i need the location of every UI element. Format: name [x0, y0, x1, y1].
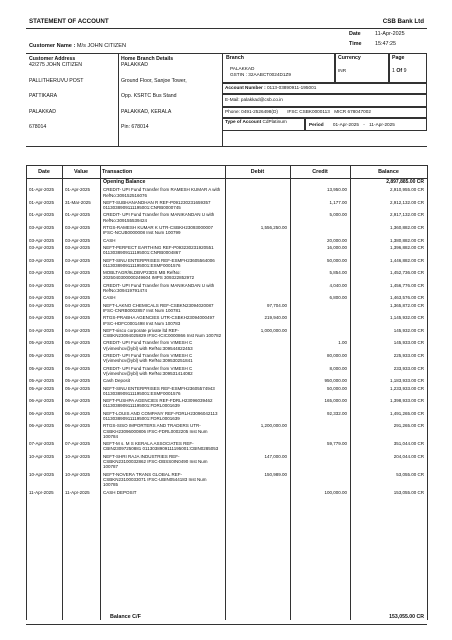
page-total: 9 — [403, 68, 407, 74]
table-row — [26, 327, 427, 340]
row-credit — [290, 327, 350, 340]
table-row — [26, 440, 427, 453]
row-date: 04-Apr-2025 — [29, 302, 55, 308]
row-date: 03-Apr-2025 — [29, 244, 55, 250]
row-description: RTGS-RAMESH KUMAR K UTR-CSBKH23093000007 IFSC-NCUB0000008 Inst Num 100799 — [103, 225, 213, 236]
home-branch-line-2: Ground Floor, Sanjoe Tower, — [121, 77, 187, 84]
row-value-date: 10-Apr-2025 — [65, 471, 91, 477]
branch-title: Branch — [226, 55, 244, 61]
home-branch-line-4: PALAKKAD, KERALA — [121, 108, 172, 115]
row-description: MOBLTAGR/9LDBVP23DS MB RefNo: 2025040300000249604 IMPS 309322852972 — [103, 270, 195, 281]
row-debit — [225, 440, 290, 453]
row-value-date: 06-Apr-2025 — [65, 398, 91, 404]
account-type-label: Type of Account — [225, 119, 262, 124]
row-description: NEFT-SUBHANANDHAN R REF-P091230231659357 0113038909111195001:CNRB0000745 — [103, 199, 211, 211]
info-divider-1 — [118, 53, 119, 146]
row-value-date: 05-Apr-2025 — [65, 340, 91, 346]
table-row — [26, 237, 427, 244]
row-debit — [225, 244, 290, 257]
table-row — [26, 339, 427, 352]
address-line-4: PALAKKAD — [29, 108, 57, 115]
row-credit: 13,950.00 — [326, 187, 347, 193]
customer-name-value: M/s JOHN CITIZEN — [76, 43, 126, 49]
row-credit: 59,779.00 — [326, 441, 347, 447]
home-branch-block — [121, 56, 221, 130]
row-date: 04-Apr-2025 — [29, 315, 55, 321]
row-credit: 5,000.00 — [329, 212, 347, 218]
address-line-2: PALLITHERUVU POST — [29, 77, 84, 84]
row-value-date: 01-Apr-2025 — [65, 212, 91, 218]
row-credit: 50,000.00 — [326, 257, 347, 263]
customer-address-title: Customer Address — [29, 56, 76, 62]
branch-name: PALAKKAD — [230, 66, 255, 71]
row-credit — [290, 224, 350, 237]
row-date: 05-Apr-2025 — [29, 378, 55, 384]
table-bottom-rule — [26, 624, 427, 625]
row-value-date: 06-Apr-2025 — [65, 423, 91, 429]
row-debit — [225, 397, 290, 410]
row-description: NEFT-sisco corporate private ltd REF-CSBKN23094025829 IFSC-ICIC0000866 Inst Num 100782 — [103, 327, 222, 339]
row-balance: 1,452,736.00 CR — [389, 270, 424, 276]
currency-label: Currency — [338, 55, 361, 61]
date-value: 11-Apr-2025 — [375, 31, 405, 37]
row-credit: 6,800.00 — [329, 295, 347, 301]
branch-ifsc: IFSC CSBK0000113 — [287, 109, 330, 114]
row-debit — [225, 294, 290, 301]
row-description: CREDIT- UPI Fund Transfer from MANIKANDAN U with RefNo:309155539424 — [103, 212, 215, 223]
table-row — [26, 211, 427, 224]
row-debit: 219,940.00 — [264, 315, 287, 321]
col-header-balance: Balance — [350, 166, 427, 179]
row-balance: 351,044.00 CR — [393, 441, 424, 447]
row-date: 11-Apr-2025 — [29, 489, 54, 495]
row-credit: 50,000.00 — [326, 385, 347, 391]
row-balance: 1,396,882.00 CR — [389, 244, 424, 250]
customer-name — [29, 43, 126, 49]
row-value-date: 05-Apr-2025 — [65, 365, 91, 371]
row-credit: 100,000.00 — [324, 489, 347, 495]
col-header-transaction: Transaction — [100, 166, 225, 179]
opening-balance-value: 2,897,885.00 CR — [386, 179, 424, 185]
row-credit: 5,854.00 — [329, 270, 347, 276]
account-number-label: Account Number : — [225, 85, 266, 90]
row-date: 01-Apr-2025 — [29, 199, 55, 205]
row-balance: 1,398,933.00 CR — [389, 398, 424, 404]
row-description: CASH — [103, 237, 116, 243]
page-number: 1 — [392, 68, 395, 74]
row-value-date: 05-Apr-2025 — [65, 353, 91, 359]
row-description: NEFT-SINU ENTERPRISES REF-ESMFH23605574943 0113038909111195001:ESMF0001576 — [103, 385, 215, 396]
row-debit — [225, 377, 290, 384]
row-description: NEFT-LOUIS AND COMPANY REF-FDRLH23096042113 0113038909111195001:FDRL0001639 — [103, 410, 218, 421]
row-date: 04-Apr-2025 — [29, 295, 55, 301]
row-date: 05-Apr-2025 — [29, 365, 55, 371]
row-credit — [290, 453, 350, 471]
row-credit: 1,177.00 — [329, 199, 347, 205]
row-value-date: 10-Apr-2025 — [65, 453, 91, 459]
page-label: Page — [392, 55, 405, 61]
row-debit — [225, 352, 290, 365]
row-date: 06-Apr-2025 — [29, 398, 55, 404]
row-value-date: 04-Apr-2025 — [65, 295, 91, 301]
row-debit — [225, 186, 290, 199]
table-header-row — [26, 166, 427, 179]
row-credit: 20,000.00 — [326, 237, 347, 243]
home-branch-line-3: Opp. KSRTC Bus Stand — [121, 93, 177, 100]
row-credit: 950,000.00 — [324, 378, 347, 384]
row-debit — [225, 269, 290, 282]
row-credit — [290, 471, 350, 489]
row-date: 03-Apr-2025 — [29, 257, 55, 263]
row-description: NEFT-LAKNO CHEMICALS REF-CSBKN23094020087 IFSC-CNRB0002857 Inst Num 100781 — [103, 302, 214, 313]
header-rule — [26, 28, 427, 29]
row-credit — [290, 422, 350, 440]
row-date: 07-Apr-2025 — [29, 441, 55, 447]
row-debit: 1,556,250.00 — [260, 225, 287, 231]
row-debit — [225, 339, 290, 352]
row-balance: 1,183,933.00 CR — [389, 378, 424, 384]
row-balance: 2,910,955.00 CR — [389, 187, 424, 193]
col-header-date: Date — [26, 166, 62, 179]
row-value-date: 03-Apr-2025 — [65, 237, 91, 243]
row-credit: 1.00 — [338, 340, 347, 346]
row-credit: 80,000.00 — [326, 353, 347, 359]
row-balance: 145,932.00 CR — [393, 327, 424, 333]
page-indicator — [392, 68, 406, 74]
row-value-date: 11-Apr-2025 — [65, 489, 90, 495]
row-description: Cash Deposit — [103, 378, 131, 384]
table-row — [26, 282, 427, 295]
row-credit — [290, 314, 350, 327]
row-debit — [225, 257, 290, 270]
row-date: 03-Apr-2025 — [29, 225, 55, 231]
customer-address-block — [29, 56, 117, 130]
time-value: 15:47:25 — [375, 41, 396, 47]
row-debit — [225, 385, 290, 398]
row-credit — [290, 302, 350, 315]
row-debit — [225, 199, 290, 212]
period-label: Period — [309, 122, 324, 127]
table-row — [26, 199, 427, 212]
row-debit — [225, 211, 290, 224]
table-row — [26, 244, 427, 257]
row-description: CREDIT- UPI Fund Transfer from VIMESH C V(vimeshcv@ybl) with RefNo:309531414082 — [103, 365, 193, 376]
table-row — [26, 385, 427, 398]
table-row — [26, 269, 427, 282]
row-date: 06-Apr-2025 — [29, 410, 55, 416]
row-balance: 1,365,872.00 CR — [389, 302, 424, 308]
table-row — [26, 186, 427, 199]
home-branch-title: Home Branch Details — [121, 56, 174, 62]
row-balance: 233,933.00 CR — [393, 365, 424, 371]
row-description: CREDIT- UPI Fund Transfer from VIMESH C V(vimeshcv@ybl) with RefNo:309544822453 — [103, 340, 193, 351]
row-value-date: 06-Apr-2025 — [65, 410, 91, 416]
row-date: 03-Apr-2025 — [29, 270, 55, 276]
row-debit — [225, 410, 290, 423]
row-date: 05-Apr-2025 — [29, 340, 55, 346]
row-balance: 153,055.00 CR — [393, 489, 424, 495]
branch-gstin: GSTIN : 32AABCT0024D1Z9 — [230, 72, 291, 77]
period-dash: - — [363, 122, 365, 127]
table-row — [26, 352, 427, 365]
currency-value: INR — [338, 68, 347, 73]
row-date: 05-Apr-2025 — [29, 353, 55, 359]
period-to: 11-Apr-2025 — [369, 122, 395, 127]
row-debit: 150,989.00 — [264, 471, 287, 477]
row-date: 06-Apr-2025 — [29, 423, 55, 429]
row-balance: 1,380,882.00 CR — [389, 237, 424, 243]
row-date: 03-Apr-2025 — [29, 237, 55, 243]
col-header-value: Value — [62, 166, 100, 179]
closing-balance-value: 153,055.00 CR — [389, 614, 424, 620]
row-description: CREDIT- UPI Fund Transfer from RAMESH KUMAR A with RefNo:309152516076 — [103, 187, 221, 198]
row-value-date: 07-Apr-2025 — [65, 441, 91, 447]
table-row — [26, 377, 427, 384]
row-description: CREDIT- UPI Fund Transfer from MANIKANDAN U with RefNo:309419791474 — [103, 282, 215, 294]
row-value-date: 05-Apr-2025 — [65, 378, 91, 384]
row-balance: 204,044.00 CR — [393, 453, 424, 459]
row-debit: 1,000,000.00 — [260, 327, 287, 333]
branch-contact — [225, 109, 425, 115]
row-debit: 1,200,000.00 — [260, 423, 287, 429]
date-label: Date — [349, 31, 361, 37]
branch-email: E-Mail: palakkad@csb.co.in — [225, 97, 283, 102]
row-balance: 1,446,882.00 CR — [389, 257, 424, 263]
table-row — [26, 489, 427, 496]
row-balance: 1,491,265.00 CR — [389, 410, 424, 416]
row-value-date: 03-Apr-2025 — [65, 244, 91, 250]
branch-micr: MICR 678047002 — [334, 109, 371, 114]
col-header-credit: Credit — [290, 166, 350, 179]
table-row — [26, 257, 427, 270]
info-bottom-rule — [26, 146, 427, 147]
row-description: RTGS-PRABHA AGENCIES UTR-CSBKH23094000497 IFSC-HDFC0001498 Inst Num 100783 — [103, 315, 215, 326]
account-number-value: 0113-03890911-195001 — [266, 85, 317, 90]
row-date: 04-Apr-2025 — [29, 282, 55, 288]
row-description: NEFT-PUSHPA AGENCIES REF-FDRLH23096039462 0113038909111195001:FDRL0001639 — [103, 398, 213, 409]
row-balance: 1,233,933.00 CR — [389, 385, 424, 391]
address-line-5: 678014 — [29, 124, 47, 131]
row-balance: 145,933.00 CR — [393, 340, 424, 346]
row-credit: 8,000.00 — [329, 365, 347, 371]
home-branch-line-5: Pin: 678014 — [121, 124, 149, 131]
branch-phone: Phone: 0491-2526498(D) — [225, 109, 278, 114]
row-value-date: 03-Apr-2025 — [65, 257, 91, 263]
row-description: NEFT-SINU ENTERPRISES REF-ESMFH23605564006 0113038909111195001:ESMF0001576 — [103, 257, 215, 268]
row-description: NEFT-PERFECT EARTHING REF-P093230231920551 0113038909111195001:CNRB0004867 — [103, 244, 214, 256]
row-debit — [225, 282, 290, 295]
address-line-3: PATTIKARA — [29, 93, 58, 100]
row-credit: 165,000.00 — [324, 398, 347, 404]
statement-title: STATEMENT OF ACCOUNT — [29, 18, 109, 25]
opening-balance-label: Opening Balance — [103, 179, 146, 185]
table-row — [26, 294, 427, 301]
row-description: NEFT-NOVERA TRANS GLOBAL REF-CSBKN23100033071 IFSC-UBIN0544183 Inst Num 100785 — [103, 471, 207, 488]
row-balance: 1,145,932.00 CR — [389, 315, 424, 321]
row-value-date: 03-Apr-2025 — [65, 270, 91, 276]
row-value-date: 03-Apr-2025 — [65, 225, 91, 231]
row-date: 10-Apr-2025 — [29, 453, 55, 459]
row-description: CASH DEPOSIT — [103, 489, 137, 495]
table-row — [26, 314, 427, 327]
row-value-date: 31-Mar-2025 — [65, 199, 91, 205]
row-description: RTGS-SISO IMPORTERS AND TRADERS UTR-CSBKH23096000806 IFSC-FDRL0002205 Inst Num 100784 — [103, 423, 208, 439]
customer-name-label: Customer Name : — [29, 43, 76, 49]
table-row — [26, 453, 427, 471]
row-date: 10-Apr-2025 — [29, 471, 55, 477]
row-debit — [225, 489, 290, 496]
row-debit — [225, 237, 290, 244]
row-date: 05-Apr-2025 — [29, 385, 55, 391]
row-date: 01-Apr-2025 — [29, 212, 55, 218]
table-row — [26, 224, 427, 237]
row-date: 01-Apr-2025 — [29, 187, 55, 193]
table-row — [26, 397, 427, 410]
col-line-6 — [427, 165, 428, 620]
row-balance: 225,933.00 CR — [393, 353, 424, 359]
table-row — [26, 302, 427, 315]
statement-period — [309, 122, 395, 128]
row-value-date: 01-Apr-2025 — [65, 187, 91, 193]
account-number — [225, 85, 316, 91]
row-value-date: 04-Apr-2025 — [65, 315, 91, 321]
account-type — [225, 119, 303, 125]
row-balance: 2,912,132.00 CR — [389, 199, 424, 205]
page-of: Of — [396, 68, 403, 74]
row-description: NEFT-SHRI RAJA INDUSTRIES REF-CSBKN23100032862 IFSC-DBSS0IN0490 Inst Num 100787 — [103, 453, 208, 470]
transactions-table — [26, 165, 427, 496]
home-branch-line-1: PALAKKAD — [121, 62, 149, 69]
account-type-value: CdPlatinum — [262, 119, 287, 124]
row-debit — [225, 365, 290, 378]
col-header-debit: Debit — [225, 166, 290, 179]
row-balance: 1,456,776.00 CR — [389, 282, 424, 288]
row-credit: 16,000.00 — [326, 244, 347, 250]
row-balance: 291,265.00 CR — [393, 423, 424, 429]
row-credit: 92,332.00 — [326, 410, 347, 416]
row-description: CASH — [103, 295, 116, 301]
time-label: Time — [349, 41, 362, 47]
period-from: 01-Apr-2025 — [332, 122, 359, 127]
row-credit: 4,040.00 — [329, 282, 347, 288]
table-row — [26, 471, 427, 489]
row-value-date: 04-Apr-2025 — [65, 327, 91, 333]
row-value-date: 04-Apr-2025 — [65, 282, 91, 288]
opening-balance-row — [26, 179, 427, 187]
closing-balance-label: Balance C/F — [110, 614, 141, 620]
row-balance: 1,360,882.00 CR — [389, 225, 424, 231]
row-debit: 147,000.00 — [264, 453, 287, 459]
bank-name: CSB Bank Ltd — [382, 18, 424, 25]
row-debit: 97,704.00 — [266, 302, 287, 308]
table-row — [26, 410, 427, 423]
table-row — [26, 422, 427, 440]
row-date: 04-Apr-2025 — [29, 327, 55, 333]
row-description: NEFT-M s. M S KERALA ASSOCIATES REF-CBIN23097250881 0113038909111195001:CBIN0285053 — [103, 441, 219, 452]
row-balance: 53,055.00 CR — [396, 471, 424, 477]
table-row — [26, 365, 427, 378]
row-value-date: 04-Apr-2025 — [65, 302, 91, 308]
row-description: CREDIT- UPI Fund Transfer from VIMESH C V(vimeshcv@ybl) with RefNo:309530251841 — [103, 353, 193, 364]
row-value-date: 05-Apr-2025 — [65, 385, 91, 391]
row-balance: 1,463,576.00 CR — [389, 295, 424, 301]
address-line-1: 42/275 JOHN CITIZEN — [29, 62, 83, 69]
row-balance: 2,917,132.00 CR — [389, 212, 424, 218]
